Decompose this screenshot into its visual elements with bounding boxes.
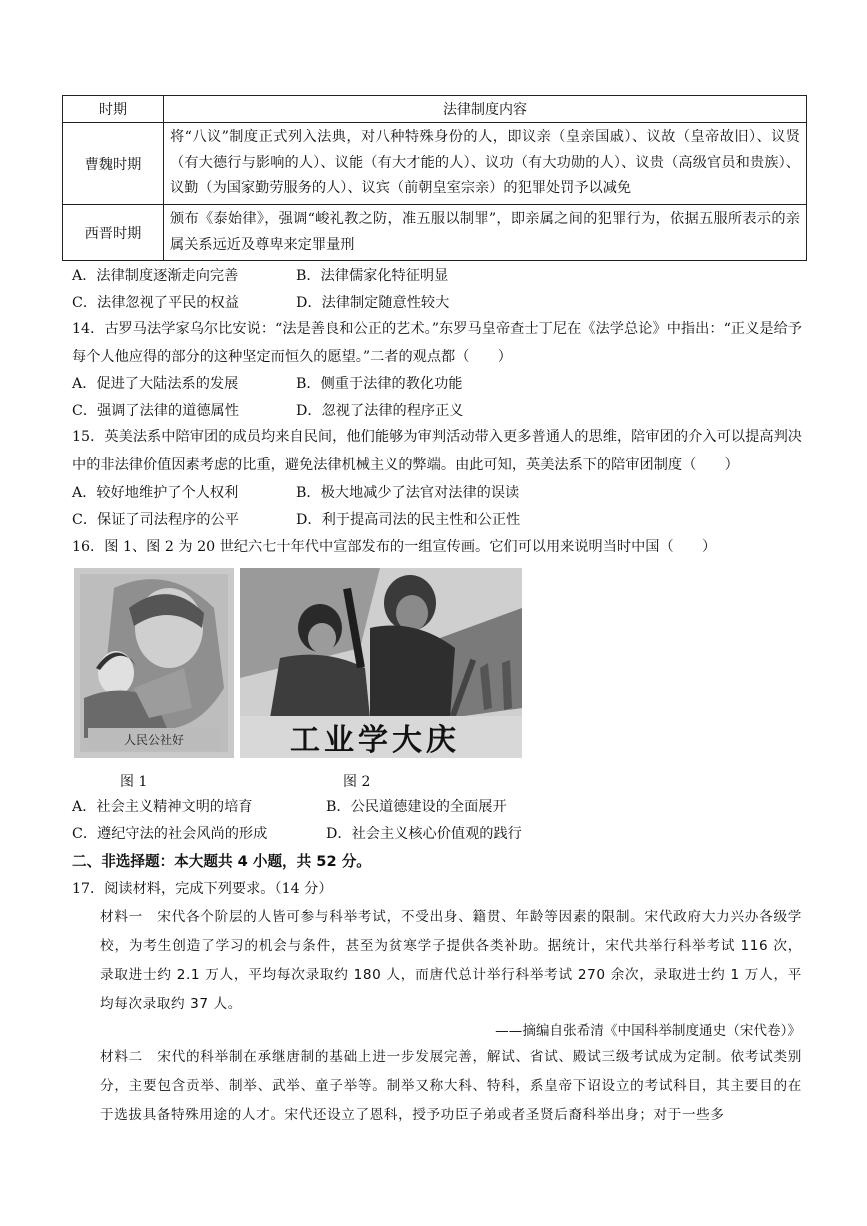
figure-2-caption: 图 2 [343, 774, 371, 790]
table-cell-content: 颁布《泰始律》，强调“峻礼教之防，准五服以制罪”，即亲属之间的犯罪行为，依据五服所表示的亲属关系远近及尊卑来定罪量刑 [164, 205, 807, 261]
q17-source-1: ——摘编自张希清《中国科举制度通史（宋代卷）》 [495, 1023, 801, 1039]
q15-option-c: C．保证了司法程序的公平 [72, 512, 239, 528]
q13-option-d: D．法律制定随意性较大 [296, 295, 450, 311]
table-row [63, 205, 807, 261]
q16-option-a: A．社会主义精神文明的培育 [72, 799, 253, 815]
q14-option-b: B．侧重于法律的教化功能 [296, 376, 463, 392]
law-table [62, 95, 807, 261]
figure-2-image [240, 568, 522, 758]
table-row [63, 123, 807, 205]
q16-option-b: B．公民道德建设的全面展开 [326, 799, 507, 815]
q16-stem: 16．图 1、图 2 为 20 世纪六七十年代中宣部发布的一组宣传画。它们可以用来说明当时中国（ ） [72, 539, 717, 555]
table-cell-era: 西晋时期 [63, 205, 164, 261]
q16-option-c: C．遵纪守法的社会风尚的形成 [72, 826, 268, 842]
figure-2-poster [240, 568, 522, 758]
table-header-content: 法律制度内容 [164, 96, 807, 123]
q16-option-d: D．社会主义核心价值观的践行 [326, 826, 522, 842]
figure-1-slogan: 人民公社好 [123, 733, 185, 747]
q14-option-d: D．忽视了法律的程序正义 [296, 403, 464, 419]
q15-stem: 15．英美法系中陪审团的成员均来自民间，他们能够为审判活动带入更多普通人的思维，陪审团的介入可以提高判决中的非法律价值因素考虑的比重，避免法律机械主义的弊端。由此可知，英美法系下的陪审团制度（ ） [72, 429, 802, 473]
table-cell-era: 曹魏时期 [63, 123, 164, 205]
q15-option-a: A．较好地维护了个人权利 [72, 485, 239, 501]
q17-material-1 [72, 903, 802, 1019]
section-2-title: 二、非选择题：本大题共 4 小题，共 52 分。 [72, 853, 371, 870]
q17-stem: 17．阅读材料，完成下列要求。（14 分） [72, 881, 333, 897]
q15-option-b: B．极大地减少了法官对法律的误读 [296, 485, 520, 501]
figure-1-poster [74, 568, 234, 758]
q15-option-d: D．利于提高司法的民主性和公正性 [296, 512, 521, 528]
q13-option-a: A．法律制度逐渐走向完善 [72, 268, 239, 284]
table-header-row [63, 96, 807, 123]
figure-2-slogan: 工业学大庆 [290, 723, 460, 758]
figure-1-caption: 图 1 [120, 774, 148, 790]
table-header-era: 时期 [63, 96, 164, 123]
material-2-text: 材料二 宋代的科举制在承继唐制的基础上进一步发展完善，解试、省试、殿试三级考试成为定制。依考试类别分，主要包含贡举、制举、武举、童子举等。制举又称大科、特科，系皇帝下诏设立的考试科目，其主要目的在于选拔具备特殊用途的人才。宋代还设立了恩科，授予功臣子弟或者圣贤后裔科举出身；对于一些多 [100, 1049, 802, 1123]
table-cell-content: 将“八议”制度正式列入法典，对八种特殊身份的人，即议亲（皇亲国戚）、议故（皇帝故旧）、议贤（有大德行与影响的人）、议能（有大才能的人）、议功（有大功勋的人）、议贵（高级官员和贵族）、议勤（为国家勤劳服务的人）、议宾（前朝皇室宗亲）的犯罪处罚予以减免 [164, 123, 807, 205]
figure-1-image [74, 568, 234, 758]
material-1-text: 材料一 宋代各个阶层的人皆可参与科举考试，不受出身、籍贯、年龄等因素的限制。宋代政府大力兴办各级学校，为考生创造了学习的机会与条件，甚至为贫寒学子提供各类补助。据统计，宋代共举行科举考试 116 次，录取进士约 2.1 万人，平均每次录取约 180 人，而唐代总计举行科举考试 270 余次，录取进士约 1 万人，平均每次录取约 37 人。 [100, 909, 802, 1012]
q17-material-2 [72, 1043, 802, 1130]
q14-option-a: A．促进了大陆法系的发展 [72, 376, 239, 392]
q13-option-b: B．法律儒家化特征明显 [296, 268, 449, 284]
q14-option-c: C．强调了法律的道德属性 [72, 403, 239, 419]
q13-option-c: C．法律忽视了平民的权益 [72, 295, 239, 311]
q14-stem: 14．古罗马法学家乌尔比安说：“法是善良和公正的艺术。”东罗马皇帝查士丁尼在《法学总论》中指出：“正义是给予每个人他应得的部分的这种坚定而恒久的愿望。”二者的观点都（ ） [72, 321, 802, 365]
